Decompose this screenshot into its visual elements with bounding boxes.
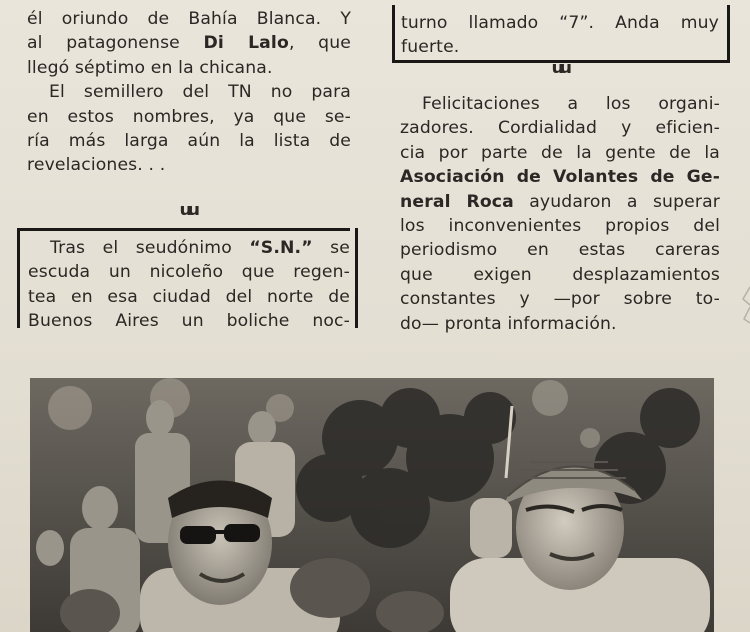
section-separator: u (179, 200, 190, 219)
box-top-rule (17, 228, 350, 231)
boxed-note-continued (401, 11, 719, 60)
text-line: llegó séptimo en la chicana. (27, 57, 273, 78)
text-span: ayudaron a superar (513, 191, 720, 212)
pseudonym-sn: “S.N.” (249, 238, 313, 258)
box-right-rule (355, 228, 358, 328)
text-line (27, 80, 351, 104)
text-span: al patagonense (27, 33, 204, 54)
page-edge-mark-icon (742, 285, 750, 325)
section-separator-2: u (187, 200, 198, 219)
text-line (27, 31, 351, 55)
text-line: revelaciones. . . (27, 155, 166, 176)
rbox-right-rule (727, 5, 730, 63)
paragraph-semillero (27, 80, 351, 178)
paragraph-intro (27, 7, 351, 80)
text-line: escuda un nicoleño que regen- (28, 262, 350, 283)
name-di-lalo: Di Lalo (203, 33, 289, 54)
press-photo (30, 378, 714, 632)
rbox-left-rule (392, 5, 395, 63)
text-line: fuerte. (401, 37, 460, 58)
section-separator-right-2: u (559, 58, 570, 77)
text-span: , que (288, 33, 351, 54)
box-left-rule (17, 228, 20, 328)
text-span: Tras el seudónimo (50, 238, 250, 258)
text-line: zadores. Cordialidad y eficien- (400, 118, 720, 139)
association-name: Asociación de Volantes de Ge- (400, 167, 720, 188)
text-span: El semillero del TN no para (49, 82, 351, 103)
section-separator-right: u (551, 58, 562, 77)
text-line: ría más larga aún la lista de (27, 131, 351, 152)
text-line (400, 92, 720, 116)
text-line: constantes y —por sobre to- (400, 289, 720, 310)
text-line: los inconvenientes propios del (400, 216, 720, 237)
photo-icon (30, 378, 714, 632)
place-general-roca: neral Roca (400, 191, 514, 212)
text-line: do— pronta información. (400, 313, 617, 334)
text-span: se (312, 238, 350, 258)
text-line: en estos nombres, ya que se- (27, 106, 351, 127)
text-line: Buenos Aires un boliche noc- (28, 311, 350, 332)
text-line: tea en esa ciudad del norte de (28, 286, 350, 307)
text-line: que exigen desplazamientos (400, 264, 720, 285)
text-line: él oriundo de Bahía Blanca. Y (27, 9, 351, 29)
text-line: turno llamado “7”. Anda muy (401, 13, 719, 33)
text-span: Felicitaciones a los organi- (422, 94, 720, 114)
text-line (400, 190, 720, 214)
right-column (400, 92, 720, 336)
boxed-note-sn (28, 236, 350, 334)
left-column (27, 7, 351, 178)
text-line: periodismo en estas careras (400, 240, 720, 261)
text-line: cia por parte de la gente de la (400, 142, 720, 163)
text-line (28, 236, 350, 260)
